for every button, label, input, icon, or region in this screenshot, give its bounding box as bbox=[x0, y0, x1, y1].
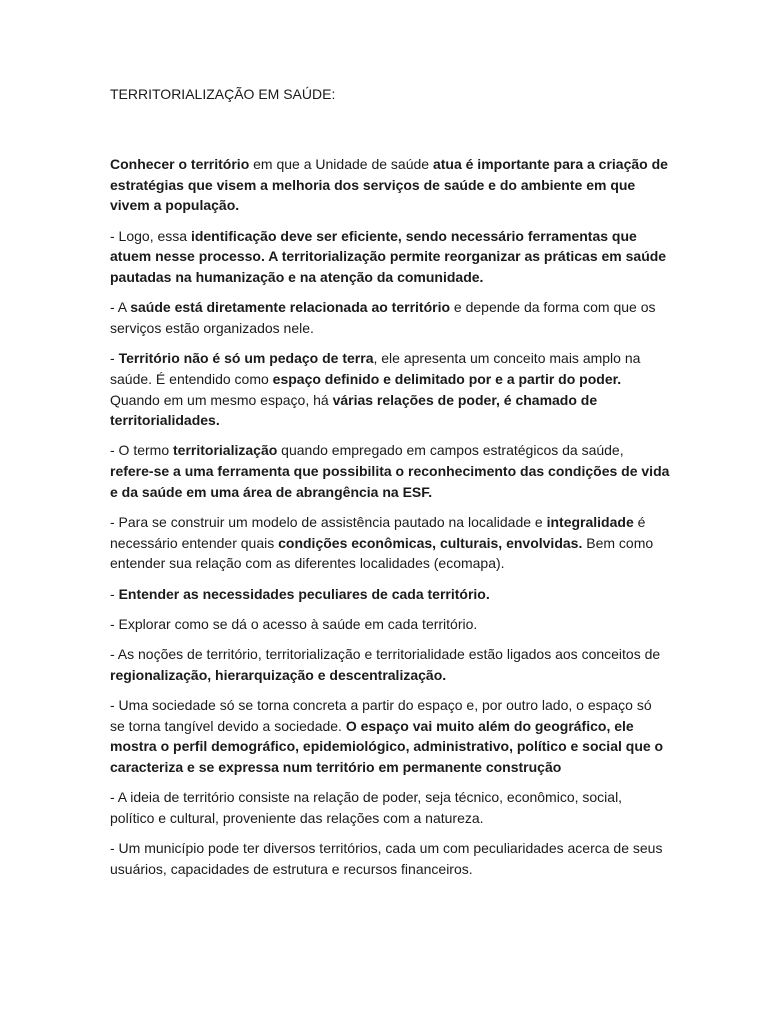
bold-text-run: várias relações de poder, é chamado de territorialidades. bbox=[110, 391, 598, 429]
text-run: é necessário entender quais bbox=[110, 514, 646, 551]
paragraph bbox=[110, 348, 670, 431]
bold-text-run: refere-se a uma ferramenta que possibilita o reconhecimento das condições de vida e da saúde em uma área de abrangência na ESF. bbox=[110, 463, 670, 500]
paragraph bbox=[110, 644, 670, 685]
text-run: quando empregado em campos estratégicos da saúde, bbox=[277, 442, 624, 459]
paragraph bbox=[110, 787, 670, 828]
text-run: - Uma sociedade só se torna concreta a partir do espaço e, por outro lado, o espaço só se torna tangível devido a sociedade. bbox=[110, 696, 652, 734]
paragraph bbox=[110, 512, 670, 574]
bold-text-run: identificação deve ser eficiente, sendo necessário ferramentas que atuem nesse processo. A territorialização permite reorganizar as práticas em saúde pautadas na humanização e na atenção da comunidade. bbox=[110, 227, 667, 286]
bold-text-run: atua é importante para a criação de estratégias que visem a melhoria dos serviços de saúde e do ambiente em que vivem a população. bbox=[110, 156, 668, 214]
bold-text-run: regionalização, hierarquização e descentralização. bbox=[110, 666, 447, 683]
paragraph bbox=[110, 297, 670, 338]
bold-text-run: Território não é só um pedaço de terra bbox=[118, 350, 374, 367]
bold-text-run: territorialização bbox=[173, 442, 278, 459]
paragraph bbox=[110, 440, 670, 502]
text-run: e depende da forma com que os serviços estão organizados nele. bbox=[110, 299, 656, 336]
text-run: Bem como entender sua relação com as diferentes localidades (ecomapa). bbox=[110, 534, 654, 572]
paragraph bbox=[110, 226, 670, 288]
bold-text-run: Conhecer o território bbox=[110, 156, 250, 172]
text-run: - bbox=[110, 350, 119, 367]
text-run: - Para se construir um modelo de assistência pautado na localidade e bbox=[110, 514, 547, 531]
bold-text-run: Entender as necessidades peculiares de cada território. bbox=[118, 585, 490, 602]
bold-text-run: integralidade bbox=[546, 514, 634, 531]
document-body bbox=[110, 84, 670, 889]
paragraph bbox=[110, 838, 670, 879]
paragraph bbox=[110, 695, 670, 778]
paragraph bbox=[110, 584, 670, 605]
text-run: - Um município pode ter diversos territórios, cada um com peculiaridades acerca de seus usuários, capacidades de estrutura e recursos financeiros. bbox=[110, 840, 663, 877]
text-run: - bbox=[110, 585, 119, 602]
paragraph-list bbox=[110, 154, 670, 880]
paragraph bbox=[110, 614, 670, 635]
text-run: - A bbox=[110, 299, 131, 316]
text-run: - Logo, essa bbox=[110, 227, 191, 244]
paragraph bbox=[110, 154, 670, 216]
bold-text-run: saúde está diretamente relacionada ao território bbox=[130, 299, 451, 316]
text-run: - A ideia de território consiste na relação de poder, seja técnico, econômico, social, político e cultural, proveniente das relações com a natureza. bbox=[110, 789, 623, 826]
text-run: Quando em um mesmo espaço, há bbox=[110, 391, 333, 408]
bold-text-run: condições econômicas, culturais, envolvidas. bbox=[278, 534, 583, 551]
text-run: - O termo bbox=[110, 442, 174, 459]
text-run: em que a Unidade de saúde bbox=[249, 156, 433, 172]
text-run: - Explorar como se dá o acesso à saúde em cada território. bbox=[110, 615, 478, 632]
bold-text-run: espaço definido e delimitado por e a partir do poder. bbox=[272, 370, 622, 387]
text-run: - As noções de território, territorialização e territorialidade estão ligados aos conceitos de bbox=[110, 646, 661, 663]
bold-text-run: O espaço vai muito além do geográfico, ele mostra o perfil demográfico, epidemiológico, administrativo, político e social que o caracteriza e se expressa num território em permanente construção bbox=[110, 717, 664, 776]
text-run: , ele apresenta um conceito mais amplo na saúde. É entendido como bbox=[110, 350, 641, 387]
document-title: TERRITORIALIZAÇÃO EM SAÚDE: bbox=[110, 86, 336, 102]
